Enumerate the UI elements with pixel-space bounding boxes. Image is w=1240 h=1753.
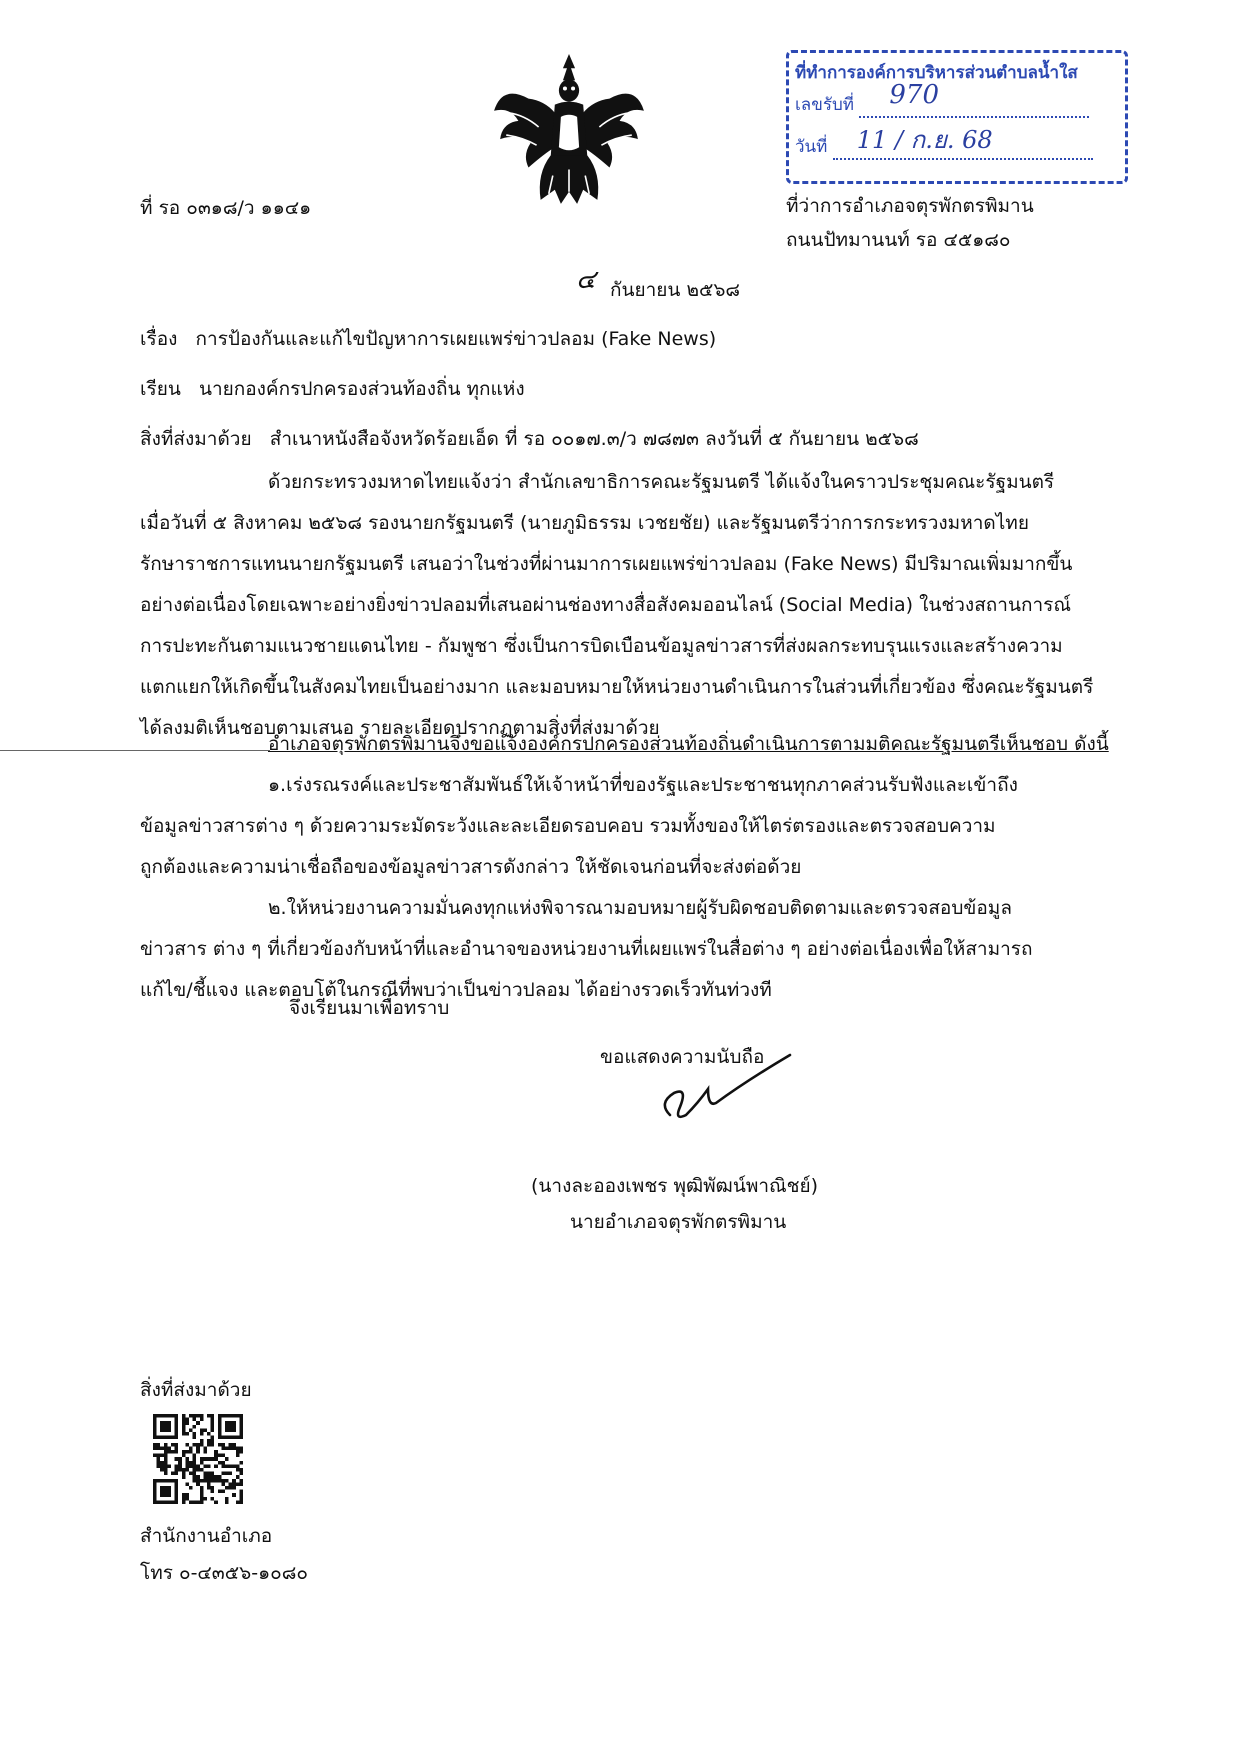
qr-code-icon[interactable] (153, 1414, 243, 1504)
enclosure-label: สิ่งที่ส่งมาด้วย (140, 428, 252, 450)
stamp-org: ที่ทำการองค์การบริหารส่วนตำบลน้ำใส (795, 63, 1078, 83)
subject-label: เรื่อง (140, 328, 178, 350)
receipt-stamp (786, 50, 1128, 184)
body-line: การปะทะกันตามแนวชายแดนไทย - กัมพูชา ซึ่งเป็นการบิดเบือนข้อมูลข่าวสารที่ส่งผลกระทบรุนแรงและสร้างความ (140, 635, 1063, 657)
body-line: ด้วยกระทรวงมหาดไทยแจ้งว่า สำนักเลขาธิการคณะรัฐมนตรี ได้แจ้งในคราวประชุมคณะรัฐมนตรี (268, 471, 1055, 493)
instruction-lead: อำเภอจตุรพักตรพิมานจึงขอแจ้งองค์กรปกครองส่วนท้องถิ่นดำเนินการตามมติคณะรัฐมนตรีเห็นชอบ ดังนี้ (268, 733, 1109, 755)
body-line: เมื่อวันที่ ๕ สิงหาคม ๒๕๖๘ รองนายกรัฐมนตรี (นายภูมิธรรม เวชยชัย) และรัฐมนตรีว่าการกระทรวงมหาดไทย (140, 512, 1029, 534)
stamp-date-row (795, 126, 1093, 160)
stamp-date-value: 11 / ก.ย. 68 (856, 126, 993, 154)
reference-number: ที่ รอ ๐๓๑๘/ว ๑๑๔๑ (140, 197, 312, 219)
body-line: แตกแยกให้เกิดขึ้นในสังคมไทยเป็นอย่างมาก และมอบหมายให้หน่วยงานดำเนินการในส่วนที่เกี่ยวข้อง ซึ่งคณะรัฐมนตรี (140, 676, 1094, 698)
subject-line (140, 327, 716, 351)
item-2-line: ข่าวสาร ต่าง ๆ ที่เกี่ยวข้องกับหน้าที่และอำนาจของหน่วยงานที่เผยแพร่ในสื่อต่าง ๆ อย่างต่อเนื่องเพื่อให้สามารถ (140, 938, 1033, 960)
enclosure-text: สำเนาหนังสือจังหวัดร้อยเอ็ด ที่ รอ ๐๐๑๗.๓/ว ๗๘๗๓ ลงวันที่ ๕ กันยายน ๒๕๖๘ (269, 428, 919, 450)
body-line: ได้ลงมติเห็นชอบตามเสนอ รายละเอียดปรากฏตามสิ่งที่ส่งมาด้วย (140, 717, 660, 739)
garuda-emblem-icon (488, 50, 650, 212)
stamp-receipt-label: เลขรับที่ (795, 95, 854, 115)
stamp-date-label: วันที่ (795, 137, 828, 157)
closing-line: จึงเรียนมาเพื่อทราบ (289, 997, 450, 1019)
footer-enclosure-label: สิ่งที่ส่งมาด้วย (140, 1379, 252, 1401)
addressee-line (140, 377, 525, 401)
signatory-position: นายอำเภอจตุรพักตรพิมาน (570, 1211, 787, 1233)
body-paragraph-2 (140, 724, 1109, 1011)
enclosure-line (140, 427, 919, 451)
office-name: ที่ว่าการอำเภอจตุรพักตรพิมาน (786, 195, 1034, 217)
item-1-line: ถูกต้องและความน่าเชื่อถือของข้อมูลข่าวสารดังกล่าว ให้ชัดเจนก่อนที่จะส่งต่อด้วย (140, 856, 802, 878)
office-address: ถนนปัทมานนท์ รอ ๔๕๑๘๐ (786, 229, 1011, 251)
addressee-text: นายกองค์กรปกครองส่วนท้องถิ่น ทุกแห่ง (198, 378, 525, 400)
body-line: รักษาราชการแทนนายกรัฐมนตรี เสนอว่าในช่วงที่ผ่านมาการเผยแพร่ข่าวปลอม (Fake News) มีปริมาณเพิ่มมากขึ้น (140, 553, 1073, 575)
regards-line: ขอแสดงความนับถือ (600, 1046, 765, 1068)
item-2-line: แก้ไข/ชี้แจง และตอบโต้ในกรณีที่พบว่าเป็นข่าวปลอม ได้อย่างรวดเร็วทันท่วงที (140, 979, 772, 1001)
subject-text: การป้องกันและแก้ไขปัญหาการเผยแพร่ข่าวปลอม (Fake News) (195, 328, 717, 350)
addressee-label: เรียน (140, 378, 181, 400)
signature-icon (650, 1045, 800, 1135)
footer-office: สำนักงานอำเภอ (140, 1525, 273, 1547)
date-month-year: กันยายน ๒๕๖๘ (610, 279, 741, 301)
stamp-receipt-row (795, 80, 1089, 118)
signatory-name: (นางละอองเพชร พุฒิพัฒน์พาณิชย์) (531, 1175, 819, 1197)
item-1-line: ข้อมูลข่าวสารต่าง ๆ ด้วยความระมัดระวังและละเอียดรอบคอบ รวมทั้งของให้ไตร่ตรองและตรวจสอบความ (140, 815, 996, 837)
footer-phone: โทร ๐-๔๓๕๖-๑๐๘๐ (140, 1562, 309, 1584)
body-paragraph-1 (140, 462, 1093, 749)
stamp-receipt-number: 970 (889, 80, 940, 110)
date-day: ๔ (576, 265, 596, 295)
item-2-line: ๒.ให้หน่วยงานความมั่นคงทุกแห่งพิจารณามอบหมายผู้รับผิดชอบติดตามและตรวจสอบข้อมูล (268, 897, 1012, 919)
body-line: อย่างต่อเนื่องโดยเฉพาะอย่างยิ่งข่าวปลอมที่เสนอผ่านช่องทางสื่อสังคมออนไลน์ (Social Media) ในช่วงสถานการณ์ (140, 594, 1071, 616)
item-1-line: ๑.เร่งรณรงค์และประชาสัมพันธ์ให้เจ้าหน้าที่ของรัฐและประชาชนทุกภาคส่วนรับฟังและเข้าถึง (268, 774, 1018, 796)
